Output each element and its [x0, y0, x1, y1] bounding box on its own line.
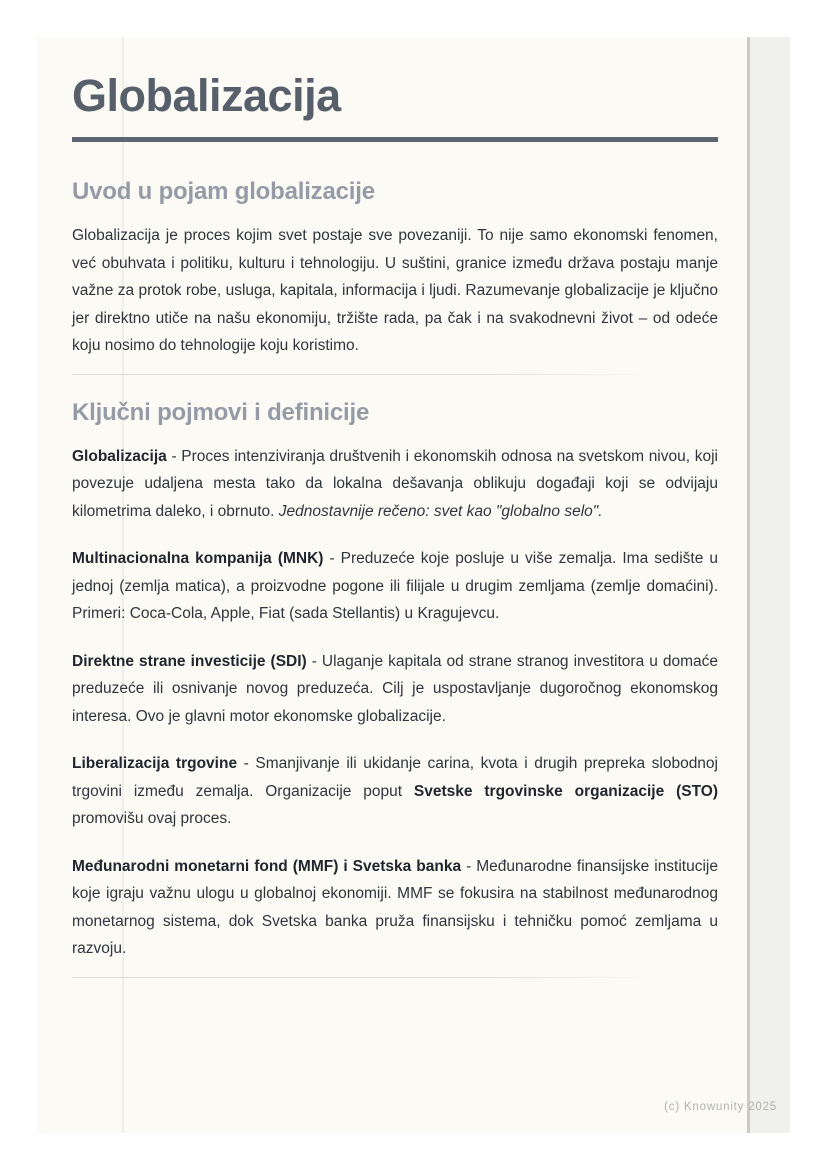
term-separator: -: [461, 857, 477, 875]
section-divider: [72, 374, 652, 375]
definition-text: Proces intenziviranja društvenih i ekonomskih odnosa na svetskom nivou, koji povezuje udaljena mesta tako da lokalna dešavanja oblikuju događaji koji se odvijaju kilometrima daleko, i obrnuto.: [72, 447, 718, 520]
definition-text: Preduzeće koje posluje u više zemalja. Ima sedište u jednoj (zemlja matica), a proizvodne pogone ili filijale u drugim zemljama (zemlje domaćini). Primeri: Coca-Cola, Apple, Fiat (sada Stellantis) u Kragujevcu.: [72, 550, 718, 622]
term-mnk: Multinacionalna kompanija (MNK): [72, 550, 324, 567]
term-separator: -: [237, 755, 256, 772]
document-page: [37, 37, 747, 1133]
section-heading-key-terms: Ključni pojmovi i definicije: [72, 398, 370, 426]
definition-italic-note: Jednostavnije rečeno: svet kao "globalno selo".: [278, 502, 603, 520]
definition-text: Smanjivanje ili ukidanje carina, kvota i drugih prepreka slobodnoj trgovini između zemalja. Organizacije poput: [72, 755, 718, 800]
section-heading-intro: Uvod u pojam globalizacije: [72, 178, 375, 205]
title-underline-rule: [72, 137, 718, 142]
intro-paragraph: Globalizacija je proces kojim svet postaje sve povezaniji. To nije samo ekonomski fenomen, već obuhvata i politiku, kulturu i tehnologiju. U suštini, granice između država postaju manje važne za protok robe, usluga, kapitala, informacija i ljudi. Razumevanje globalizacije je ključno jer direktno utiče na našu ekonomiju, tržište rada, pa čak i na svakodnevni život – od odeće koju nosimo do tehnologije koju koristimo.: [72, 227, 718, 354]
term-separator: -: [306, 652, 322, 670]
term-separator: -: [323, 550, 341, 567]
definition-liberalizacija: [72, 750, 718, 833]
page-title: Globalizacija: [72, 70, 341, 121]
section-divider: [72, 977, 652, 978]
term-separator: -: [166, 447, 182, 465]
term-sdi: Direktne strane investicije (SDI): [72, 652, 307, 670]
definition-text: promovišu ovaj proces.: [72, 810, 232, 827]
term-mmf: Međunarodni monetarni fond (MMF) i Svetska banka: [72, 857, 462, 875]
page-content: [72, 72, 718, 978]
definition-text: Međunarodne finansijske institucije koje igraju važnu ulogu u globalnoj ekonomiji. MMF se fokusira na stabilnost međunarodnog monetarnog sistema, dok Svetska banka pruža finansijsku i tehničku pomoć zemljama u razvoju.: [72, 857, 718, 957]
definition-sdi: [72, 648, 718, 731]
inline-bold-sto: Svetske trgovinske organizacije (STO): [413, 782, 718, 800]
definition-mmf-svetska-banka: [72, 853, 718, 963]
definition-text: Ulaganje kapitala od strane stranog investitora u domaće preduzeće ili osnivanje novog preduzeća. Cilj je uspostavljanje dugoročnog ekonomskog interesa. Ovo je glavni motor ekonomske globalizacije.: [72, 652, 718, 725]
page-edge-strip: [747, 37, 790, 1133]
definition-mnk: [72, 545, 718, 628]
definition-globalizacija: [72, 443, 718, 526]
copyright-note: (c) Knowunity 2025: [664, 1101, 777, 1113]
term-globalizacija: Globalizacija: [72, 447, 167, 465]
term-liberalizacija: Liberalizacija trgovine: [72, 755, 238, 772]
